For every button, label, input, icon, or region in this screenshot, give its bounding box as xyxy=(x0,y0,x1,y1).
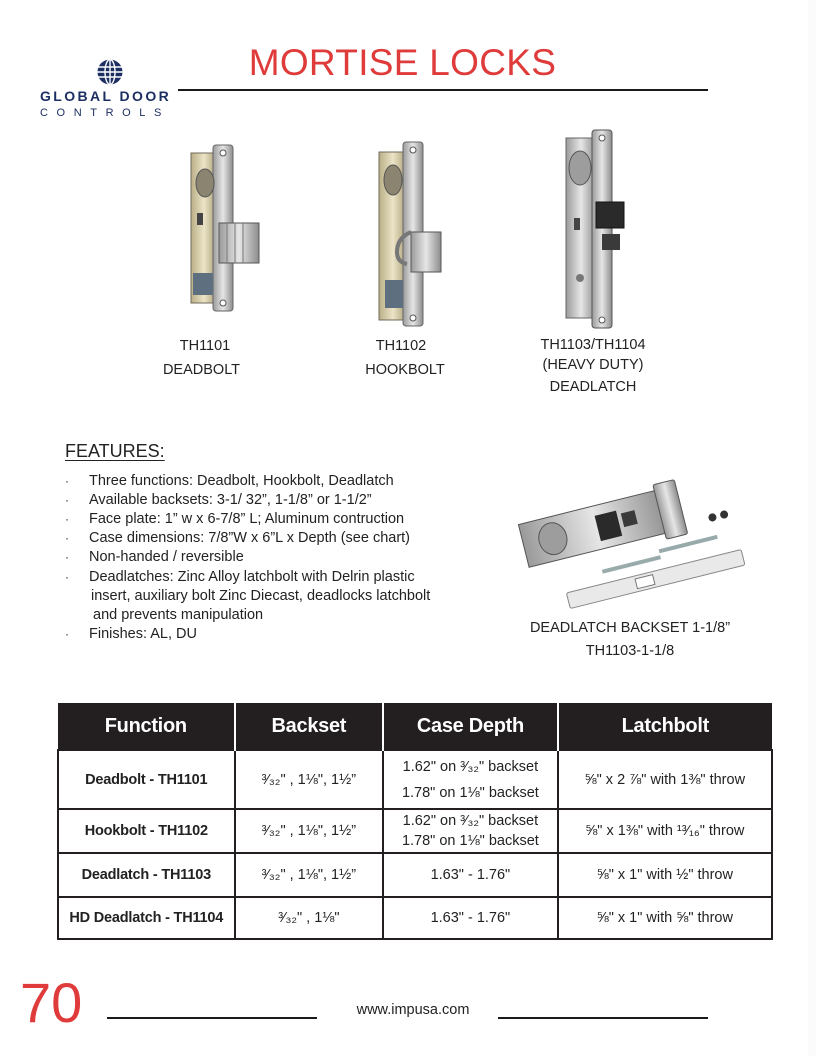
globe-icon xyxy=(96,58,124,86)
feature-item: · Non-handed / reversible xyxy=(65,549,244,565)
deadbolt-lock-image xyxy=(183,143,263,313)
cell-latchbolt: ⅝" x 1⅜" with ¹³⁄₁₆" throw xyxy=(558,809,772,853)
column-header-latchbolt: Latchbolt xyxy=(558,703,772,750)
page-edge xyxy=(808,0,816,1056)
column-header-function: Function xyxy=(58,703,235,750)
feature-item: · Deadlatches: Zinc Alloy latchbolt with Delrin plastic insert, auxiliary bolt Zinc Diecast, deadlocks latchbolt and prevents manipulation xyxy=(65,568,505,625)
cell-function: Deadbolt - TH1101 xyxy=(58,750,235,809)
hookbolt-lock-image xyxy=(375,140,445,330)
cell-function: Hookbolt - TH1102 xyxy=(58,809,235,853)
cell-latchbolt: ⅝" x 1" with ⅝" throw xyxy=(558,897,772,939)
brand-logo xyxy=(38,58,180,124)
feature-item: · Available backsets: 3-1/ 32”, 1-1/8” or 1-1/2” xyxy=(65,492,372,508)
feature-item-continuation: and prevents manipulation xyxy=(93,607,264,623)
product-code: TH1101 xyxy=(179,338,231,354)
product-name: HOOKBOLT xyxy=(365,362,445,378)
cell-backset: ³⁄₃₂" , 1⅛" xyxy=(235,897,384,939)
product-caption-th1102 xyxy=(345,335,465,381)
product-caption-th1101 xyxy=(150,335,260,381)
deadlatch-backset-caption xyxy=(500,617,760,662)
product-name: DEADBOLT xyxy=(162,362,241,378)
spec-table xyxy=(57,703,773,940)
cell-function: Deadlatch - TH1103 xyxy=(58,853,235,897)
cell-function: HD Deadlatch - TH1104 xyxy=(58,897,235,939)
cell-case-depth: 1.62" on ³⁄₃₂" backset 1.78" on 1⅛" backset xyxy=(383,750,557,809)
column-header-backset: Backset xyxy=(235,703,384,750)
cell-case-depth: 1.63" - 1.76" xyxy=(383,897,557,939)
product-name: DEADLATCH xyxy=(549,379,637,395)
cell-latchbolt: ⅝" x 2 ⅞" with 1⅜" throw xyxy=(558,750,772,809)
page-title: MORTISE LOCKS xyxy=(248,42,557,83)
column-header-case-depth: Case Depth xyxy=(383,703,557,750)
footer-url: www.impusa.com xyxy=(356,1002,470,1018)
cell-case-depth: 1.63" - 1.76" xyxy=(383,853,557,897)
caption-line: TH1103-1-1/8 xyxy=(585,643,675,659)
brand-subtitle: CONTROLS xyxy=(40,107,170,119)
feature-item: · Case dimensions: 7/8”W x 6”L x Depth (see chart) xyxy=(65,530,411,546)
table-header-row xyxy=(58,703,772,750)
footer-divider-right xyxy=(498,1017,708,1019)
caption-line: DEADLATCH BACKSET 1-1/8” xyxy=(529,620,731,636)
cell-backset: ³⁄₃₂" , 1⅛", 1½” xyxy=(235,809,384,853)
cell-backset: ³⁄₃₂" , 1⅛", 1½” xyxy=(235,750,384,809)
deadlatch-backset-image xyxy=(515,468,745,608)
feature-item-continuation: insert, auxiliary bolt Zinc Diecast, deadlocks latchbolt xyxy=(91,588,431,604)
product-caption-th1103 xyxy=(525,335,661,397)
deadlatch-lock-image xyxy=(560,128,630,330)
product-note: (HEAVY DUTY) xyxy=(542,357,644,373)
features-list xyxy=(65,472,505,644)
cell-latchbolt: ⅝" x 1" with ½" throw xyxy=(558,853,772,897)
product-code: TH1103/TH1104 xyxy=(540,337,646,353)
cell-backset: ³⁄₃₂" , 1⅛", 1½” xyxy=(235,853,384,897)
feature-item: · Finishes: AL, DU xyxy=(65,626,197,642)
table-row xyxy=(58,809,772,853)
table-row xyxy=(58,897,772,939)
title-divider xyxy=(178,89,708,91)
page-number: 70 xyxy=(20,971,83,1034)
product-code: TH1102 xyxy=(375,338,427,354)
features-heading: FEATURES: xyxy=(65,441,165,461)
brand-name: GLOBAL DOOR xyxy=(40,88,172,104)
table-row xyxy=(58,853,772,897)
feature-item: · Face plate: 1” w x 6-7/8” L; Aluminum contruction xyxy=(65,511,405,527)
table-row xyxy=(58,750,772,809)
cell-case-depth: 1.62" on ³⁄₃₂" backset 1.78" on 1⅛" backset xyxy=(383,809,557,853)
footer-divider-left xyxy=(107,1017,317,1019)
feature-item: · Three functions: Deadbolt, Hookbolt, Deadlatch xyxy=(65,473,394,489)
